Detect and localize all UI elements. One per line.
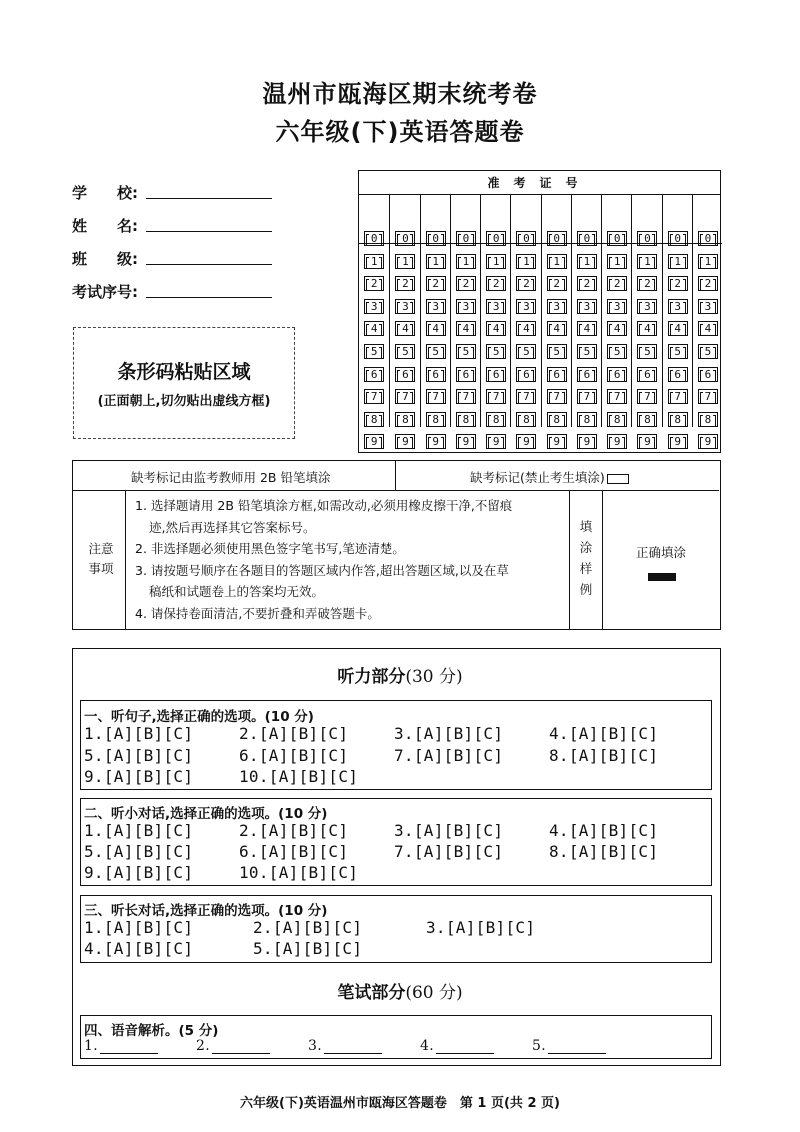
q1-4[interactable]: 4.[A][B][C] <box>549 724 659 743</box>
notice-table <box>72 460 721 630</box>
exam-id-bubble[interactable]: 2 <box>486 276 506 291</box>
class-field[interactable] <box>146 264 272 265</box>
exam-id-bubble[interactable]: 5 <box>426 344 446 359</box>
exam-id-bubble[interactable]: 1 <box>395 254 415 269</box>
exam-id-bubble[interactable]: 9 <box>637 434 657 449</box>
exam-id-bubble[interactable]: 9 <box>516 434 536 449</box>
exam-id-bubble[interactable]: 9 <box>607 434 627 449</box>
exam-id-bubble[interactable]: 3 <box>456 299 476 314</box>
exam-id-bubble[interactable]: 6 <box>516 367 536 382</box>
rule-1a: 1. 选择题请用 2B 铅笔填涂方框,如需改动,必须用橡皮擦干净,不留痕 <box>135 498 513 513</box>
exam-id-bubble[interactable]: 8 <box>547 412 567 427</box>
section-1-head: 一、听句子,选择正确的选项。(10 分) <box>84 709 314 725</box>
exam-id-bubble[interactable]: 6 <box>547 367 567 382</box>
exam-id-bubble[interactable]: 7 <box>698 389 718 404</box>
exam-id-bubble[interactable]: 4 <box>426 321 446 336</box>
s4-item-3[interactable]: 3. <box>308 1038 382 1054</box>
q1-1[interactable]: 1.[A][B][C] <box>84 724 194 743</box>
exam-id-bubble[interactable]: 0 <box>516 231 536 246</box>
barcode-subtitle: (正面朝上,切勿贴出虚线方框) <box>97 394 271 409</box>
q3-1[interactable]: 1.[A][B][C] <box>84 918 194 937</box>
exam-id-bubble[interactable]: 5 <box>395 344 415 359</box>
exam-id-bubble[interactable]: 5 <box>547 344 567 359</box>
q3-5[interactable]: 5.[A][B][C] <box>253 939 363 958</box>
sample-label: 填涂样例 <box>579 519 593 597</box>
exam-id-bubble[interactable]: 1 <box>426 254 446 269</box>
absent-mark-box[interactable] <box>607 474 629 484</box>
exam-id-bubble[interactable]: 3 <box>364 299 384 314</box>
seat-field[interactable] <box>146 297 272 298</box>
exam-id-bubble[interactable]: 2 <box>698 276 718 291</box>
exam-id-bubble[interactable]: 7 <box>607 389 627 404</box>
q3-3[interactable]: 3.[A][B][C] <box>426 918 536 937</box>
exam-id-bubble[interactable]: 9 <box>456 434 476 449</box>
q1-7[interactable]: 7.[A][B][C] <box>394 746 504 765</box>
exam-id-column <box>450 195 480 449</box>
q1-5[interactable]: 5.[A][B][C] <box>84 746 194 765</box>
exam-id-bubble[interactable]: 4 <box>607 321 627 336</box>
s4-item-1[interactable]: 1. <box>84 1038 158 1054</box>
exam-title: 温州市瓯海区期末统考卷 <box>262 80 538 108</box>
listening-title: 听力部分(30 分) <box>337 667 463 687</box>
q2-8[interactable]: 8.[A][B][C] <box>549 842 659 861</box>
q3-4[interactable]: 4.[A][B][C] <box>84 939 194 958</box>
exam-id-bubble[interactable]: 7 <box>547 389 567 404</box>
exam-id-bubble[interactable]: 5 <box>516 344 536 359</box>
class-label: 班 级: <box>72 250 138 268</box>
exam-id-bubble[interactable]: 8 <box>668 412 688 427</box>
section-4-box <box>80 1015 712 1059</box>
exam-id-bubble[interactable]: 5 <box>637 344 657 359</box>
q1-10[interactable]: 10.[A][B][C] <box>239 767 359 786</box>
exam-id-column <box>420 195 450 449</box>
exam-id-bubble[interactable]: 1 <box>698 254 718 269</box>
exam-id-bubble[interactable]: 5 <box>486 344 506 359</box>
exam-id-bubble[interactable]: 6 <box>456 367 476 382</box>
exam-id-bubble[interactable]: 0 <box>456 231 476 246</box>
exam-id-bubble[interactable]: 3 <box>637 299 657 314</box>
absent-teacher-note: 缺考标记由监考教师用 2B 铅笔填涂 <box>131 470 331 485</box>
exam-id-bubble[interactable]: 0 <box>395 231 415 246</box>
exam-id-bubble[interactable]: 2 <box>547 276 567 291</box>
exam-id-bubble[interactable]: 9 <box>547 434 567 449</box>
exam-id-bubble[interactable]: 3 <box>516 299 536 314</box>
absent-mark-label: 缺考标记(禁止考生填涂) <box>470 468 629 486</box>
exam-id-bubble[interactable]: 2 <box>364 276 384 291</box>
exam-id-bubble[interactable]: 4 <box>668 321 688 336</box>
exam-id-bubble[interactable]: 3 <box>486 299 506 314</box>
q2-3[interactable]: 3.[A][B][C] <box>394 821 504 840</box>
exam-id-bubble[interactable]: 0 <box>547 231 567 246</box>
exam-id-bubble[interactable]: 6 <box>637 367 657 382</box>
q2-4[interactable]: 4.[A][B][C] <box>549 821 659 840</box>
exam-id-bubble[interactable]: 7 <box>577 389 597 404</box>
exam-id-bubble[interactable]: 2 <box>637 276 657 291</box>
exam-id-bubble[interactable]: 2 <box>668 276 688 291</box>
q1-3[interactable]: 3.[A][B][C] <box>394 724 504 743</box>
exam-id-bubble[interactable]: 6 <box>395 367 415 382</box>
exam-id-bubble[interactable]: 6 <box>364 367 384 382</box>
exam-id-bubble[interactable]: 0 <box>577 231 597 246</box>
exam-id-bubble[interactable]: 5 <box>364 344 384 359</box>
exam-id-column <box>692 195 722 449</box>
exam-id-bubble[interactable]: 1 <box>364 254 384 269</box>
exam-id-bubble[interactable]: 8 <box>364 412 384 427</box>
section-2-box <box>80 798 712 886</box>
name-field[interactable] <box>146 231 272 232</box>
exam-id-bubble[interactable]: 6 <box>698 367 718 382</box>
notice-label: 注意事项 <box>88 541 114 576</box>
exam-id-column <box>662 195 692 449</box>
exam-id-column <box>571 195 601 449</box>
exam-id-bubble[interactable]: 4 <box>577 321 597 336</box>
correct-fill-sample <box>648 566 676 585</box>
exam-id-bubble[interactable]: 0 <box>607 231 627 246</box>
exam-id-bubble[interactable]: 6 <box>426 367 446 382</box>
exam-id-bubble[interactable]: 2 <box>426 276 446 291</box>
correct-fill-label: 正确填涂 <box>635 545 686 560</box>
exam-id-bubble[interactable]: 8 <box>637 412 657 427</box>
exam-id-bubble[interactable]: 9 <box>668 434 688 449</box>
exam-id-bubble[interactable]: 5 <box>577 344 597 359</box>
exam-id-bubble[interactable]: 8 <box>698 412 718 427</box>
exam-id-bubble[interactable]: 1 <box>577 254 597 269</box>
exam-id-bubble[interactable]: 0 <box>364 231 384 246</box>
exam-id-column <box>601 195 631 449</box>
exam-id-bubble[interactable]: 8 <box>607 412 627 427</box>
exam-id-bubble[interactable]: 9 <box>577 434 597 449</box>
exam-id-grid <box>358 170 721 453</box>
exam-id-bubble[interactable]: 2 <box>516 276 536 291</box>
exam-id-bubble[interactable]: 1 <box>637 254 657 269</box>
q3-2[interactable]: 2.[A][B][C] <box>253 918 363 937</box>
notice-rules <box>135 495 567 624</box>
exam-id-bubble[interactable]: 3 <box>577 299 597 314</box>
section-1-box <box>80 700 712 790</box>
exam-id-bubble[interactable]: 4 <box>395 321 415 336</box>
exam-id-bubble[interactable]: 0 <box>426 231 446 246</box>
section-3-head: 三、听长对话,选择正确的选项。(10 分) <box>84 903 328 919</box>
exam-id-bubble[interactable]: 9 <box>395 434 415 449</box>
exam-id-bubble[interactable]: 8 <box>426 412 446 427</box>
exam-id-bubble[interactable]: 1 <box>607 254 627 269</box>
exam-id-column <box>631 195 661 449</box>
seat-label: 考试序号: <box>72 283 138 301</box>
exam-id-bubble[interactable]: 2 <box>577 276 597 291</box>
section-4-head: 四、语音解析。(5 分) <box>84 1023 219 1039</box>
exam-id-bubble[interactable]: 4 <box>637 321 657 336</box>
exam-id-bubble[interactable]: 3 <box>547 299 567 314</box>
exam-id-bubble[interactable]: 2 <box>607 276 627 291</box>
name-label: 姓 名: <box>72 217 138 235</box>
rule-3b: 稿纸和试题卷上的答案均无效。 <box>149 584 325 599</box>
exam-id-bubble[interactable]: 7 <box>668 389 688 404</box>
barcode-area <box>73 327 295 439</box>
q2-5[interactable]: 5.[A][B][C] <box>84 842 194 861</box>
school-field[interactable] <box>146 198 272 199</box>
exam-id-column <box>541 195 571 449</box>
exam-id-bubble[interactable]: 3 <box>668 299 688 314</box>
exam-id-bubble[interactable]: 7 <box>395 389 415 404</box>
exam-id-bubble[interactable]: 3 <box>607 299 627 314</box>
exam-id-bubble[interactable]: 0 <box>668 231 688 246</box>
exam-id-bubble[interactable]: 1 <box>456 254 476 269</box>
exam-id-bubble[interactable]: 1 <box>486 254 506 269</box>
rule-1b: 迹,然后再选择其它答案标号。 <box>149 519 316 535</box>
exam-id-bubble[interactable]: 6 <box>486 367 506 382</box>
exam-id-bubble[interactable]: 8 <box>395 412 415 427</box>
exam-id-column <box>510 195 540 449</box>
exam-id-bubble[interactable]: 0 <box>486 231 506 246</box>
q1-9[interactable]: 9.[A][B][C] <box>84 767 194 786</box>
exam-id-column <box>480 195 510 449</box>
exam-id-bubble[interactable]: 8 <box>516 412 536 427</box>
rule-4: 4. 请保持卷面清洁,不要折叠和弄破答题卡。 <box>135 605 380 621</box>
writing-title: 笔试部分(60 分) <box>337 983 463 1003</box>
exam-id-bubble[interactable]: 8 <box>456 412 476 427</box>
exam-id-bubble[interactable]: 3 <box>698 299 718 314</box>
answer-sheet-title: 六年级(下)英语答题卷 <box>275 118 525 146</box>
school-label: 学 校: <box>72 184 138 202</box>
exam-id-bubble[interactable]: 1 <box>516 254 536 269</box>
exam-id-bubble[interactable]: 4 <box>547 321 567 336</box>
q2-6[interactable]: 6.[A][B][C] <box>239 842 349 861</box>
s4-item-2[interactable]: 2. <box>196 1038 270 1054</box>
q1-2[interactable]: 2.[A][B][C] <box>239 724 349 743</box>
exam-id-bubble[interactable]: 5 <box>607 344 627 359</box>
exam-id-bubble[interactable]: 9 <box>698 434 718 449</box>
exam-id-bubble[interactable]: 9 <box>426 434 446 449</box>
exam-id-bubble[interactable]: 2 <box>395 276 415 291</box>
q2-7[interactable]: 7.[A][B][C] <box>394 842 504 861</box>
exam-id-bubble[interactable]: 4 <box>364 321 384 336</box>
exam-id-bubble[interactable]: 2 <box>456 276 476 291</box>
exam-id-bubble[interactable]: 8 <box>577 412 597 427</box>
exam-id-bubble[interactable]: 7 <box>364 389 384 404</box>
exam-id-bubble[interactable]: 8 <box>486 412 506 427</box>
rule-3a: 3. 请按题号顺序在各题目的答题区域内作答,超出答题区域,以及在草 <box>135 562 509 578</box>
exam-id-bubble[interactable]: 4 <box>456 321 476 336</box>
q2-10[interactable]: 10.[A][B][C] <box>239 863 359 882</box>
exam-id-bubble[interactable]: 1 <box>547 254 567 269</box>
exam-id-bubble[interactable]: 9 <box>486 434 506 449</box>
s4-item-4[interactable]: 4. <box>420 1038 494 1054</box>
exam-id-column <box>359 195 389 449</box>
exam-id-bubble[interactable]: 7 <box>637 389 657 404</box>
q1-8[interactable]: 8.[A][B][C] <box>549 746 659 765</box>
page-footer: 六年级(下)英语温州市瓯海区答题卷 第 1 页(共 2 页) <box>240 1096 560 1111</box>
q2-1[interactable]: 1.[A][B][C] <box>84 821 194 840</box>
exam-id-bubble[interactable]: 6 <box>607 367 627 382</box>
exam-id-bubble[interactable]: 7 <box>486 389 506 404</box>
exam-id-title: 准考证号 <box>359 171 720 195</box>
exam-id-bubble[interactable]: 7 <box>456 389 476 404</box>
section-3-box <box>80 895 712 963</box>
exam-id-bubble[interactable]: 6 <box>577 367 597 382</box>
exam-id-bubble[interactable]: 0 <box>637 231 657 246</box>
exam-id-bubble[interactable]: 6 <box>668 367 688 382</box>
barcode-title: 条形码粘贴区域 <box>117 361 251 383</box>
exam-id-bubble[interactable]: 4 <box>516 321 536 336</box>
exam-id-bubble[interactable]: 7 <box>426 389 446 404</box>
exam-id-bubble[interactable]: 0 <box>698 231 718 246</box>
exam-id-column <box>389 195 419 449</box>
rule-2: 2. 非选择题必须使用黑色签字笔书写,笔迹清楚。 <box>135 541 405 556</box>
q2-9[interactable]: 9.[A][B][C] <box>84 863 194 882</box>
section-2-head: 二、听小对话,选择正确的选项。(10 分) <box>84 806 328 822</box>
exam-id-bubble[interactable]: 5 <box>456 344 476 359</box>
exam-id-bubble[interactable]: 4 <box>698 321 718 336</box>
s4-item-5[interactable]: 5. <box>532 1038 606 1054</box>
exam-id-bubble[interactable]: 1 <box>668 254 688 269</box>
exam-id-bubble[interactable]: 5 <box>668 344 688 359</box>
q2-2[interactable]: 2.[A][B][C] <box>239 821 349 840</box>
exam-id-bubble[interactable]: 4 <box>486 321 506 336</box>
exam-id-bubble[interactable]: 3 <box>395 299 415 314</box>
exam-id-bubble[interactable]: 5 <box>698 344 718 359</box>
exam-id-bubble[interactable]: 9 <box>364 434 384 449</box>
exam-id-bubble[interactable]: 7 <box>516 389 536 404</box>
exam-id-bubble[interactable]: 3 <box>426 299 446 314</box>
q1-6[interactable]: 6.[A][B][C] <box>239 746 349 765</box>
